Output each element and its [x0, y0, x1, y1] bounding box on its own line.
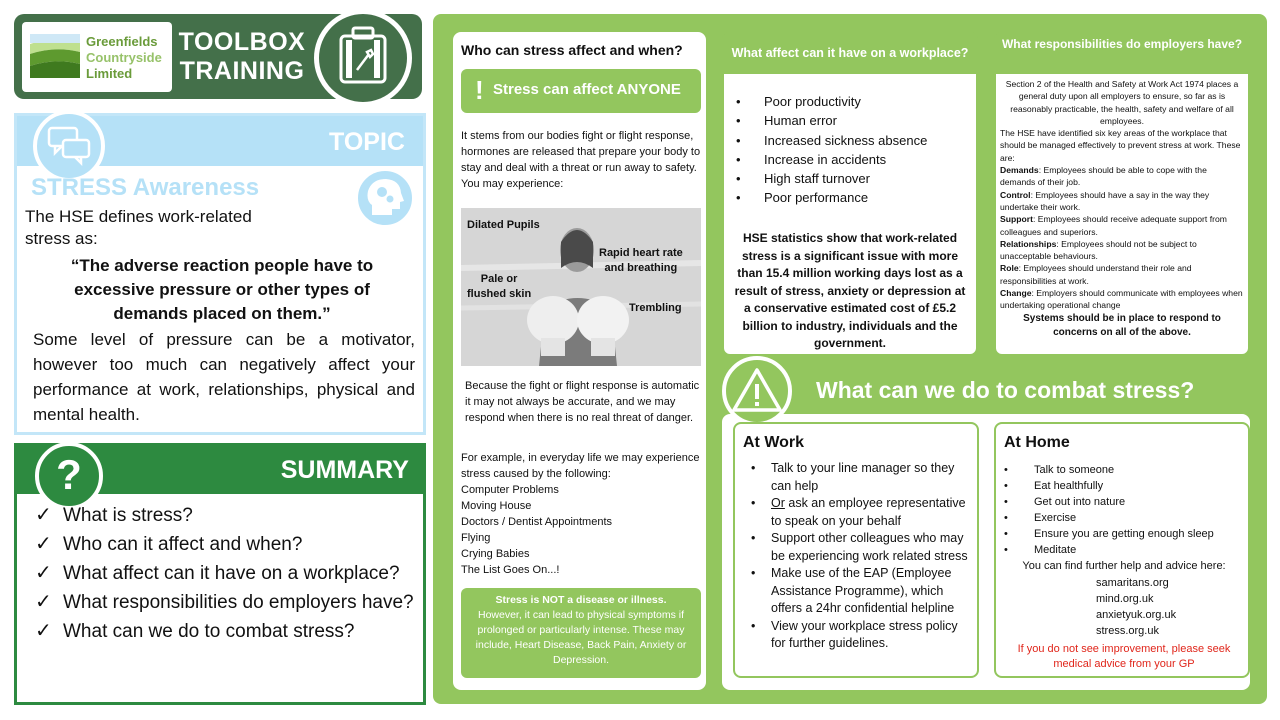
logo-line-3: Limited [86, 66, 133, 81]
at-home-card [994, 422, 1250, 678]
exclamation-icon: ! [475, 75, 484, 105]
at-work-card [733, 422, 979, 678]
list-item: • Make use of the EAP (Employee Assistance Programme), which offers a 24hr confidential helpline [751, 565, 973, 618]
summary-label: SUMMARY [280, 456, 409, 484]
list-item: • Exercise [1004, 510, 1240, 526]
list-item: Relationships: Employees should not be subject to unacceptable behaviours. [1000, 238, 1197, 262]
list-item: Computer Problems [461, 484, 559, 496]
list-item: Flying [461, 532, 491, 544]
company-name [86, 34, 162, 82]
topic-section [14, 113, 426, 435]
combat-title: What can we do to combat stress? [816, 377, 1195, 403]
responsibilities-title: What responsibilities do employers have? [994, 32, 1250, 74]
checkmark-icon: ✓ [35, 533, 52, 555]
stress-causes: For example, in everyday life we may experience stress caused by the following: Computer Problems Moving House Doctors / Dentist Appointments Flying Crying Babies The List Goes On...! [461, 452, 700, 576]
anyone-banner-text: Stress can affect ANYONE [493, 81, 681, 98]
dilated-pupils-label: Dilated Pupils [467, 219, 540, 231]
seek-medical-advice-text: If you do not see improvement, please seek medical advice from your GP [1017, 643, 1231, 670]
affect-title: What affect can it have on a workplace? [722, 32, 978, 74]
summary-list [33, 501, 423, 646]
header-banner [14, 14, 422, 99]
list-item: • Eat healthfully [1004, 478, 1240, 494]
link-samaritans: samaritans.org [1096, 577, 1169, 589]
note-body: However, it can lead to physical symptoms if prolonged or particularly intense. These may include, Heart Disease, Back Pain, Anxiety or Depression. [475, 609, 687, 666]
list-item: • High staff turnover [736, 169, 966, 188]
hse-statistics: HSE statistics show that work-related stress is a significant issue with more than 15.4 million working days lost as a result of stress, anxiety or depression at a conservative estimated cost of £5.2 billion to industry, individuals and the government. [734, 231, 966, 350]
page-title [172, 28, 312, 86]
list-item: Role: Employees should understand their role and responsibilities at work. [1000, 263, 1192, 286]
not-disease-note [461, 588, 701, 678]
at-work-title: At Work [743, 434, 805, 451]
list-item: • Increase in accidents [736, 150, 966, 169]
responsibilities-card [994, 32, 1250, 356]
question-mark-icon: ? [35, 442, 103, 510]
list-item: ✓ Who can it affect and when? [33, 530, 423, 559]
logo-line-1: Greenfields [86, 34, 158, 49]
list-item: • Poor productivity [736, 92, 966, 111]
list-item: The List Goes On...! [461, 564, 560, 576]
list-item: ✓ What responsibilities do employers have? [33, 588, 423, 617]
logo-line-2: Countryside [86, 50, 162, 65]
list-item: Support: Employees should receive adequate support from colleagues and superiors. [1000, 214, 1227, 237]
topic-paragraph: Some level of pressure can be a motivator, however too much can negatively affect your performance at work, relationships, physical and mental health. [33, 330, 415, 424]
list-item: • Increased sickness absence [736, 131, 966, 150]
at-work-list [751, 460, 973, 653]
list-item: ✓ What affect can it have on a workplace? [33, 559, 423, 588]
help-links [1096, 575, 1176, 639]
list-item: • Talk to your line manager so they can help [751, 460, 973, 495]
toolbox-badge [314, 9, 412, 107]
heart-rate-label: Rapid heart rate and breathing [599, 247, 683, 274]
systems-note: Systems should be in place to respond to concerns on all of the above. [1023, 312, 1221, 338]
topic-intro: The HSE defines work-related stress as: [25, 207, 252, 248]
head-badge [355, 168, 415, 228]
who-section [453, 32, 706, 690]
warning-badge [722, 356, 792, 426]
list-item: Doctors / Dentist Appointments [461, 516, 613, 528]
automatic-response-text: Because the fight or flight response is automatic it may not always be accurate, and we may respond when there is no real threat of danger. [465, 380, 700, 424]
link-anxietyuk: anxietyuk.org.uk [1096, 609, 1177, 621]
list-item: • View your workplace stress policy for further guidelines. [751, 618, 973, 653]
topic-heading: STRESS Awareness [31, 174, 260, 201]
skin-label: Pale or flushed skin [467, 273, 532, 300]
checkmark-icon: ✓ [35, 591, 52, 613]
topic-label: TOPIC [329, 128, 405, 156]
checkmark-icon: ✓ [35, 620, 52, 642]
list-item: Control: Employees should have a say in the way they undertake their work. [1000, 189, 1210, 212]
list-item: • Ensure you are getting enough sleep [1004, 526, 1240, 542]
toolbox-briefcase-icon [319, 14, 407, 102]
at-home-list [1004, 462, 1240, 558]
who-title: Who can stress affect and when? [461, 42, 683, 58]
warning-triangle-icon [726, 360, 788, 422]
head-gears-icon [358, 171, 412, 225]
workplace-affect-card [722, 32, 978, 356]
boxer-photo [461, 208, 701, 366]
note-title: Stress is NOT a disease or illness. [495, 594, 667, 606]
title-line-1: TOOLBOX [178, 28, 306, 56]
responsibilities-body [1000, 78, 1244, 340]
list-item: • Or ask an employee representative to speak on your behalf [751, 495, 973, 530]
list-item: Crying Babies [461, 548, 530, 560]
list-item: Change: Employers should communicate with employees when undertaking operational change [1000, 288, 1243, 311]
list-item: ✓ What can we do to combat stress? [33, 617, 423, 646]
topic-badge [33, 110, 105, 182]
trembling-label: Trembling [629, 302, 682, 314]
list-item: • Get out into nature [1004, 494, 1240, 510]
section-2-text: Section 2 of the Health and Safety at Work Act 1974 places a general duty upon all employers to ensure, so far as is reasonably practicable, the health, safety and welfare of all employees. [1005, 79, 1239, 126]
title-line-2: TRAINING [179, 57, 305, 85]
summary-section [14, 443, 426, 705]
content-panel [433, 14, 1267, 704]
list-item: • Meditate [1004, 542, 1240, 558]
checkmark-icon: ✓ [35, 504, 52, 526]
further-help-text: You can find further help and advice here: [1022, 560, 1226, 572]
fields-logo-icon [30, 34, 80, 78]
speech-bubbles-icon [37, 114, 101, 178]
list-item: Moving House [461, 500, 532, 512]
link-stress: stress.org.uk [1096, 625, 1159, 637]
fight-flight-intro: It stems from our bodies fight or flight response, hormones are released that prepare your body to stay and deal with a threat or run away to safety. You may experience: [461, 130, 701, 190]
link-mind: mind.org.uk [1096, 593, 1154, 605]
list-item: Demands: Employees should be able to cope with the demands of their job. [1000, 165, 1207, 188]
list-item: • Human error [736, 111, 966, 130]
list-item: • Talk to someone [1004, 462, 1240, 478]
anyone-banner [461, 69, 701, 113]
list-item: ✓ What is stress? [33, 501, 423, 530]
hse-areas-intro: The HSE have identified six key areas of the workplace that should be managed effectively to prevent stress at work. These are: [1000, 128, 1241, 163]
company-logo [22, 22, 172, 92]
hse-definition-quote: “The adverse reaction people have to excessive pressure or other types of demands placed on them.” [70, 256, 374, 323]
affect-list [736, 92, 966, 208]
at-home-title: At Home [1004, 434, 1070, 451]
checkmark-icon: ✓ [35, 562, 52, 584]
list-item: • Support other colleagues who may be experiencing work related stress [751, 530, 973, 565]
list-item: • Poor performance [736, 188, 966, 207]
